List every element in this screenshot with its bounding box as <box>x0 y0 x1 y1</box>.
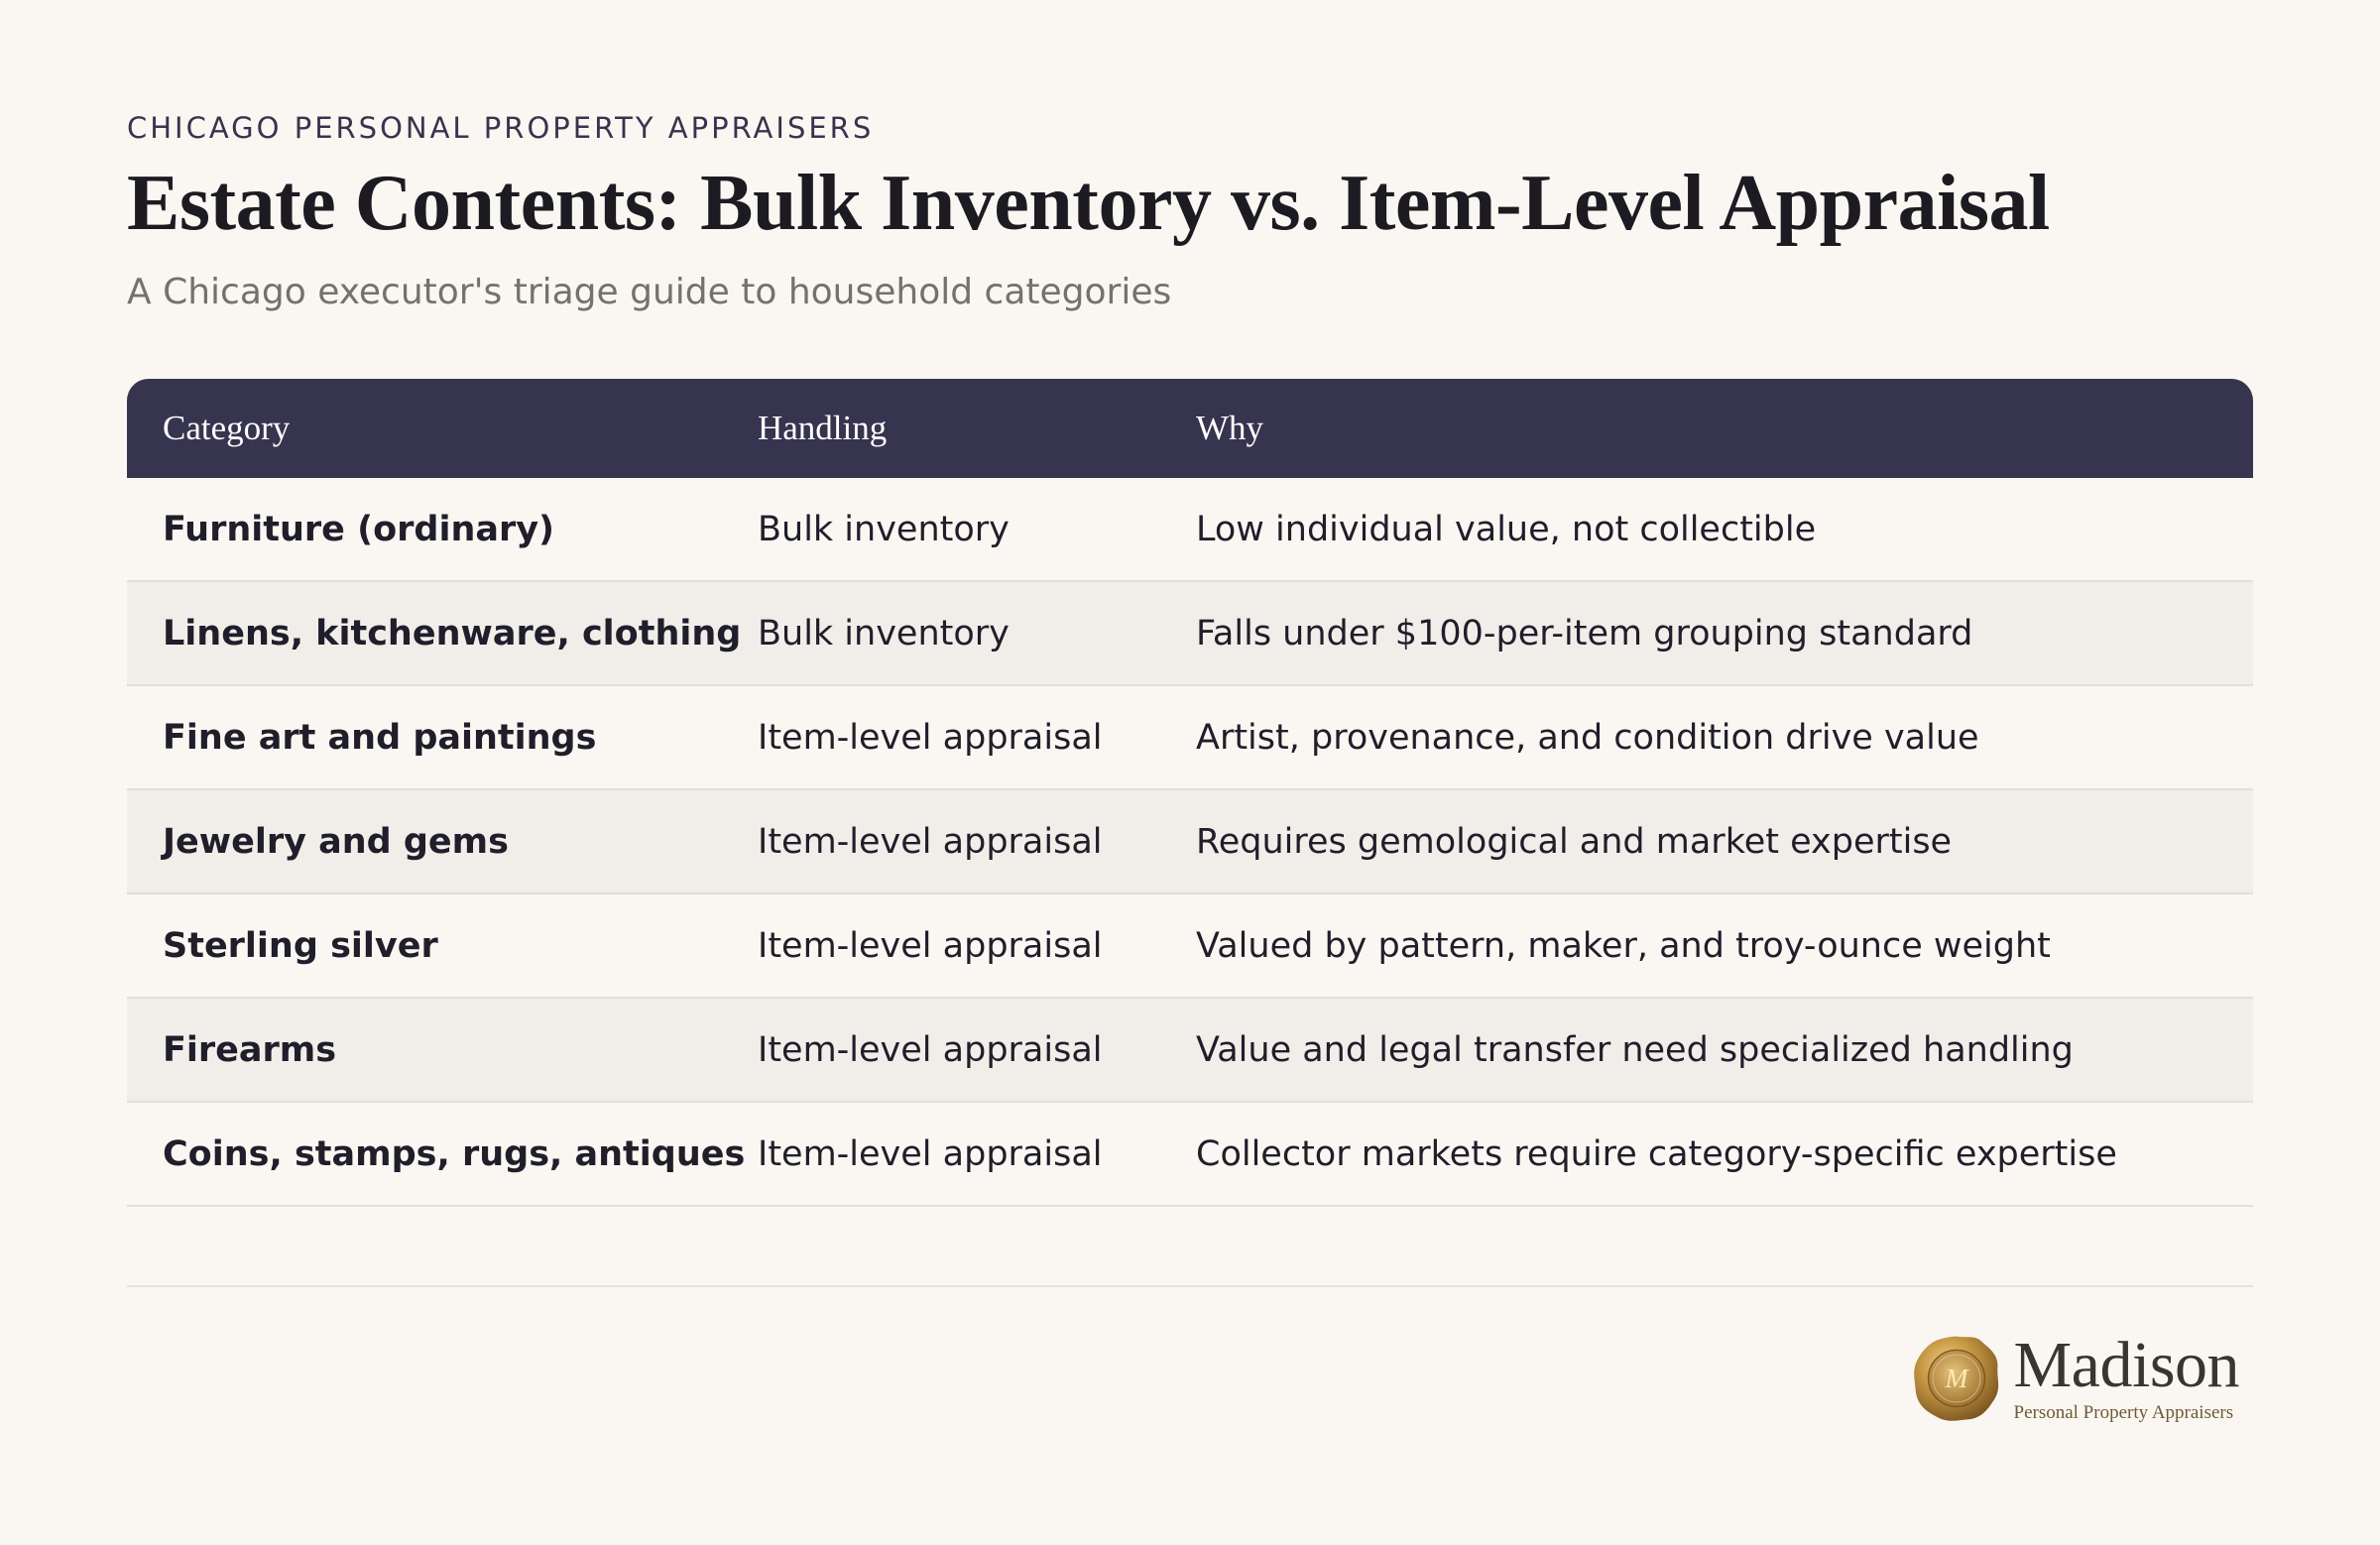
cell-why: Low individual value, not collectible <box>1196 509 1817 549</box>
table-row <box>127 582 2253 686</box>
logo-text <box>2013 1329 2240 1424</box>
cell-category: Linens, kitchenware, clothing <box>163 613 742 654</box>
cell-why: Falls under $100-per-item grouping standard <box>1196 613 1973 654</box>
cell-category: Furniture (ordinary) <box>163 509 555 549</box>
wax-seal-icon <box>1911 1333 2002 1424</box>
cell-category: Firearms <box>163 1029 337 1070</box>
table-row <box>127 686 2253 790</box>
cell-why: Collector markets require category-specific expertise <box>1196 1133 2117 1174</box>
cell-handling: Bulk inventory <box>758 509 1010 549</box>
page-subtitle: A Chicago executor's triage guide to household categories <box>127 272 1172 312</box>
company-logo <box>1911 1329 2240 1428</box>
footer-divider <box>127 1285 2253 1287</box>
page-title: Estate Contents: Bulk Inventory vs. Item-Level Appraisal <box>127 160 2050 247</box>
table-row <box>127 790 2253 894</box>
column-header-handling: Handling <box>758 409 888 447</box>
category-table <box>127 379 2253 1207</box>
table-row <box>127 1103 2253 1207</box>
cell-category: Sterling silver <box>163 925 438 966</box>
column-header-why: Why <box>1196 409 1264 447</box>
eyebrow-label: CHICAGO PERSONAL PROPERTY APPRAISERS <box>127 111 875 145</box>
cell-handling: Item-level appraisal <box>758 1029 1103 1070</box>
table-row <box>127 478 2253 582</box>
table-row <box>127 894 2253 999</box>
cell-handling: Item-level appraisal <box>758 821 1103 862</box>
seal-monogram: M <box>1945 1363 1967 1394</box>
cell-handling: Bulk inventory <box>758 613 1010 654</box>
cell-handling: Item-level appraisal <box>758 717 1103 758</box>
cell-category: Coins, stamps, rugs, antiques <box>163 1133 746 1174</box>
cell-handling: Item-level appraisal <box>758 925 1103 966</box>
cell-handling: Item-level appraisal <box>758 1133 1103 1174</box>
table-row <box>127 999 2253 1103</box>
logo-tagline: Personal Property Appraisers <box>2013 1402 2234 1423</box>
cell-category: Fine art and paintings <box>163 717 597 758</box>
logo-name: Madison <box>2013 1329 2239 1401</box>
cell-why: Requires gemological and market expertise <box>1196 821 1953 862</box>
column-header-category: Category <box>163 409 291 447</box>
page <box>127 0 2253 1545</box>
cell-why: Valued by pattern, maker, and troy-ounce weight <box>1196 925 2051 966</box>
cell-why: Artist, provenance, and condition drive value <box>1196 717 1979 758</box>
table-header <box>127 379 2253 478</box>
cell-why: Value and legal transfer need specialized handling <box>1196 1029 2074 1070</box>
cell-category: Jewelry and gems <box>163 821 509 862</box>
